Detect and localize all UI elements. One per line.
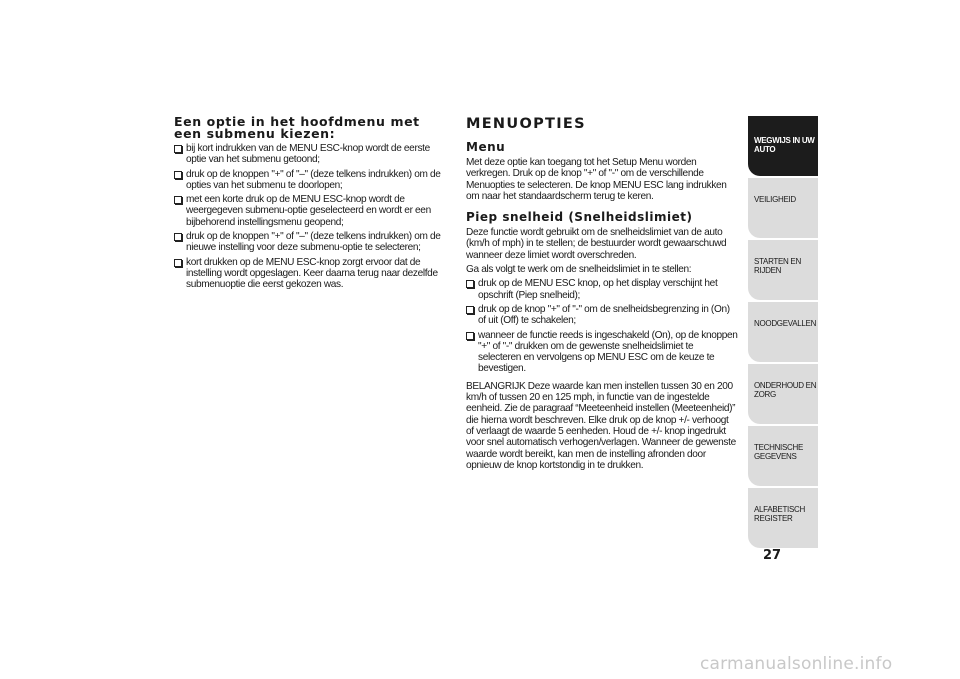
checkbox-bullet-icon bbox=[174, 233, 182, 241]
tab-label: ONDERHOUD EN ZORG bbox=[754, 381, 817, 399]
left-column bbox=[174, 116, 446, 297]
list-item: bij kort indrukken van de MENU ESC-knop wordt de eerste optie van het submenu getoond; bbox=[174, 143, 446, 166]
tab-starten-en-rijden[interactable] bbox=[748, 240, 818, 300]
tab-alfabetisch-register[interactable] bbox=[748, 488, 818, 548]
list-item: met een korte druk op de MENU ESC-knop wordt de weergegeven submenu-optie geselecteerd en wordt er een bijbehorend instellingsmenu geopend; bbox=[174, 194, 446, 228]
watermark: carmanualsonline.info bbox=[700, 654, 893, 674]
list-item: kort drukken op de MENU ESC-knop zorgt ervoor dat de instelling wordt opgeslagen. Keer daarna terug naar dezelfde submenuoptie die eerst gekozen was. bbox=[174, 257, 446, 291]
list-item: druk op de knop "+" of "-" om de snelheidsbegrenzing in (On) of uit (Off) te schakelen; bbox=[466, 304, 738, 327]
checkbox-bullet-icon bbox=[174, 145, 182, 153]
tab-label: TECHNISCHE GEGEVENS bbox=[754, 443, 804, 461]
speed-steps-list bbox=[466, 278, 738, 374]
important-note: BELANGRIJK Deze waarde kan men instellen tussen 30 en 200 km/h of tussen 20 en 125 mph, in functie van de ingestelde eenheid. Zie de paragraaf “Meeteenheid instellen (Meeteenheid)” die hierna wordt beschreven. Elke druk op de knop +/- verhoogt of verlaagt de waarde 5 eenheden. Houd de +/- knop ingedrukt voor snel automatisch verhogen/verlagen. Wanneer de gewenste waarde wordt bereikt, kan men de instelling afronden door opnieuw de knop kortstondig in te drukken. bbox=[466, 380, 736, 471]
speed-heading: Piep snelheid (Snelheidslimiet) bbox=[466, 210, 693, 225]
page-number: 27 bbox=[763, 548, 782, 563]
list-item: druk op de knoppen "+" of "–" (deze telkens indrukken) om de nieuwe instelling voor deze submenu-optie te selecteren; bbox=[174, 231, 446, 254]
speed-paragraph: Deze functie wordt gebruikt om de snelheidslimiet van de auto (km/h of mph) in te stellen; de bestuurder wordt gewaarschuwd wanneer deze limiet wordt overschreden. bbox=[466, 227, 727, 261]
right-column bbox=[466, 116, 738, 474]
checkbox-bullet-icon bbox=[466, 332, 474, 340]
tab-label: NOODGEVALLEN bbox=[754, 319, 817, 328]
checkbox-bullet-icon bbox=[466, 306, 474, 314]
tab-label: VEILIGHEID bbox=[754, 195, 796, 204]
tab-label: STARTEN EN RIJDEN bbox=[754, 257, 801, 275]
tab-technische-gegevens[interactable] bbox=[748, 426, 818, 486]
list-item: wanneer de functie reeds is ingeschakeld (On), op de knoppen "+" of "-" drukken om de gewenste snelheidslimiet te selecteren en vervolgens op MENU ESC om de keuze te bevestigen. bbox=[466, 330, 738, 375]
checkbox-bullet-icon bbox=[466, 280, 474, 288]
tab-label: ALFABETISCH REGISTER bbox=[754, 505, 805, 523]
tab-noodgevallen[interactable] bbox=[748, 302, 818, 362]
menu-paragraph: Met deze optie kan toegang tot het Setup Menu worden verkregen. Druk op de knop "+" of "-" om de verschillende Menuopties te selecteren. De knop MENU ESC lang indrukken om naar het standaardscherm terug te keren. bbox=[466, 157, 727, 202]
submenu-heading: Een optie in het hoofdmenu met een submenu kiezen: bbox=[174, 114, 420, 141]
menu-heading: Menu bbox=[466, 140, 506, 154]
checkbox-bullet-icon bbox=[174, 171, 182, 179]
list-item: druk op de MENU ESC knop, op het display verschijnt het opschrift (Piep snelheid); bbox=[466, 278, 738, 301]
chapter-index-sidebar bbox=[748, 116, 818, 550]
section-title: MENUOPTIES bbox=[466, 116, 586, 132]
submenu-steps-list bbox=[174, 143, 446, 291]
tab-label: WEGWIJS IN UW AUTO bbox=[754, 136, 815, 154]
speed-instruction: Ga als volgt te werk om de snelheidslimiet in te stellen: bbox=[466, 264, 692, 276]
tab-wegwijs[interactable] bbox=[748, 116, 818, 176]
list-item: druk op de knoppen "+" of "–" (deze telkens indrukken) om de opties van het submenu te doorlopen; bbox=[174, 169, 446, 192]
checkbox-bullet-icon bbox=[174, 196, 182, 204]
tab-onderhoud-en-zorg[interactable] bbox=[748, 364, 818, 424]
checkbox-bullet-icon bbox=[174, 259, 182, 267]
tab-veiligheid[interactable] bbox=[748, 178, 818, 238]
